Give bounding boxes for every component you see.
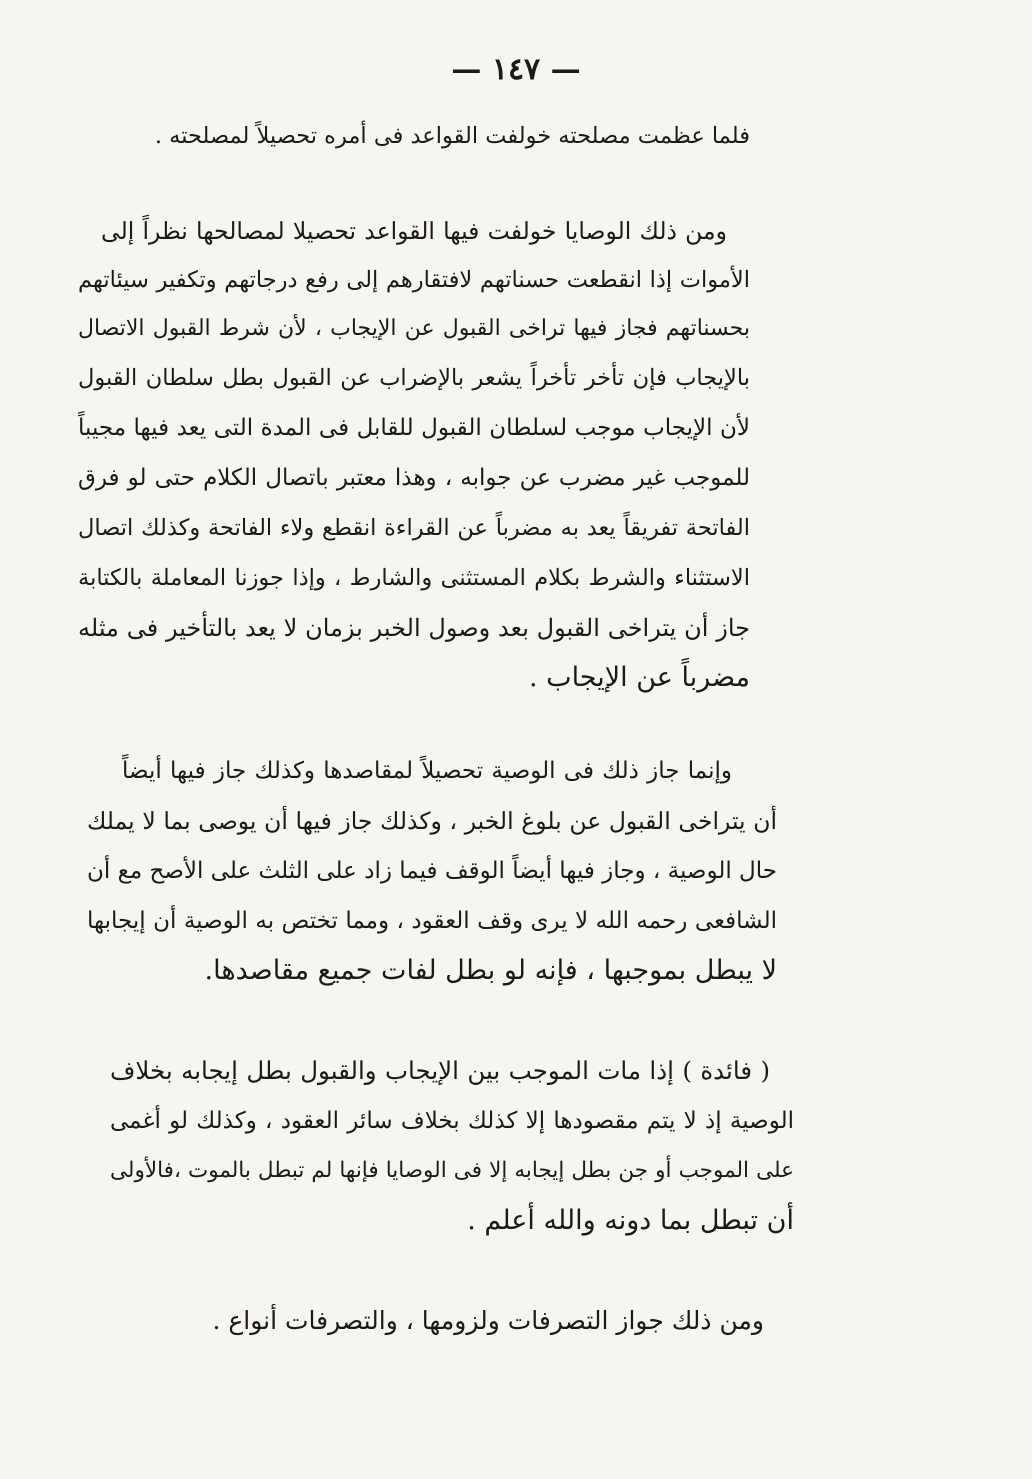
text-line: حال الوصية ، وجاز فيها أيضاً الوقف فيما زاد على الثلث على الأصح مع أن bbox=[87, 858, 777, 884]
text-line: الفاتحة تفريقاً يعد به مضرباً عن القراءة انقطع ولاء الفاتحة وكذلك اتصال bbox=[78, 515, 750, 541]
text-line: الشافعى رحمه الله لا يرى وقف العقود ، ومما تختص به الوصية أن إيجابها bbox=[87, 908, 777, 934]
text-line: ( فائدة ) إذا مات الموجب بين الإيجاب والقبول بطل إيجابه بخلاف bbox=[110, 1056, 770, 1085]
text-line: الأموات إذا انقطعت حسناتهم لافتقارهم إلى رفع درجاتهم وتكفير سيئاتهم bbox=[78, 267, 750, 293]
page-number: — ١٤٧ — bbox=[451, 52, 581, 87]
text-line: مضرباً عن الإيجاب . bbox=[529, 662, 750, 693]
text-line: وإنما جاز ذلك فى الوصية تحصيلاً لمقاصدها وكذلك جاز فيها أيضاً bbox=[122, 758, 732, 784]
text-line: الاستثناء والشرط بكلام المستثنى والشارط ، وإذا جوزنا المعاملة بالكتابة bbox=[78, 565, 750, 591]
text-line: ومن ذلك جواز التصرفات ولزومها ، والتصرفات أنواع . bbox=[212, 1306, 764, 1335]
text-line: جاز أن يتراخى القبول بعد وصول الخبر بزمان لا يعد بالتأخير فى مثله bbox=[78, 614, 750, 642]
text-line: بالإيجاب فإن تأخر تأخراً يشعر بالإضراب عن القبول بطل سلطان القبول bbox=[78, 365, 750, 391]
text-line: الوصية إذ لا يتم مقصودها إلا كذلك بخلاف سائر العقود ، وكذلك لو أغمى bbox=[110, 1108, 794, 1134]
text-line: أن يتراخى القبول عن بلوغ الخبر ، وكذلك جاز فيها أن يوصى بما لا يملك bbox=[87, 807, 777, 835]
text-line: ومن ذلك الوصايا خولفت فيها القواعد تحصيلا لمصالحها نظراً إلى bbox=[101, 217, 727, 245]
text-line: بحسناتهم فجاز فيها تراخى القبول عن الإيجاب ، لأن شرط القبول الاتصال bbox=[78, 316, 750, 341]
text-line: للموجب غير مضرب عن جوابه ، وهذا معتبر باتصال الكلام حتى لو فرق bbox=[78, 465, 750, 491]
text-line: على الموجب أو جن بطل إيجابه إلا فى الوصايا فإنها لم تبطل بالموت ،فالأولى bbox=[110, 1158, 794, 1183]
text-line: لا يبطل بموجبها ، فإنه لو بطل لفات جميع مقاصدها. bbox=[204, 955, 777, 986]
text-line: فلما عظمت مصلحته خولفت القواعد فى أمره تحصيلاً لمصلحته . bbox=[154, 123, 750, 149]
text-line: أن تبطل بما دونه والله أعلم . bbox=[467, 1205, 794, 1236]
text-line: لأن الإيجاب موجب لسلطان القبول للقابل فى المدة التى يعد فيها مجيباً bbox=[78, 415, 750, 441]
